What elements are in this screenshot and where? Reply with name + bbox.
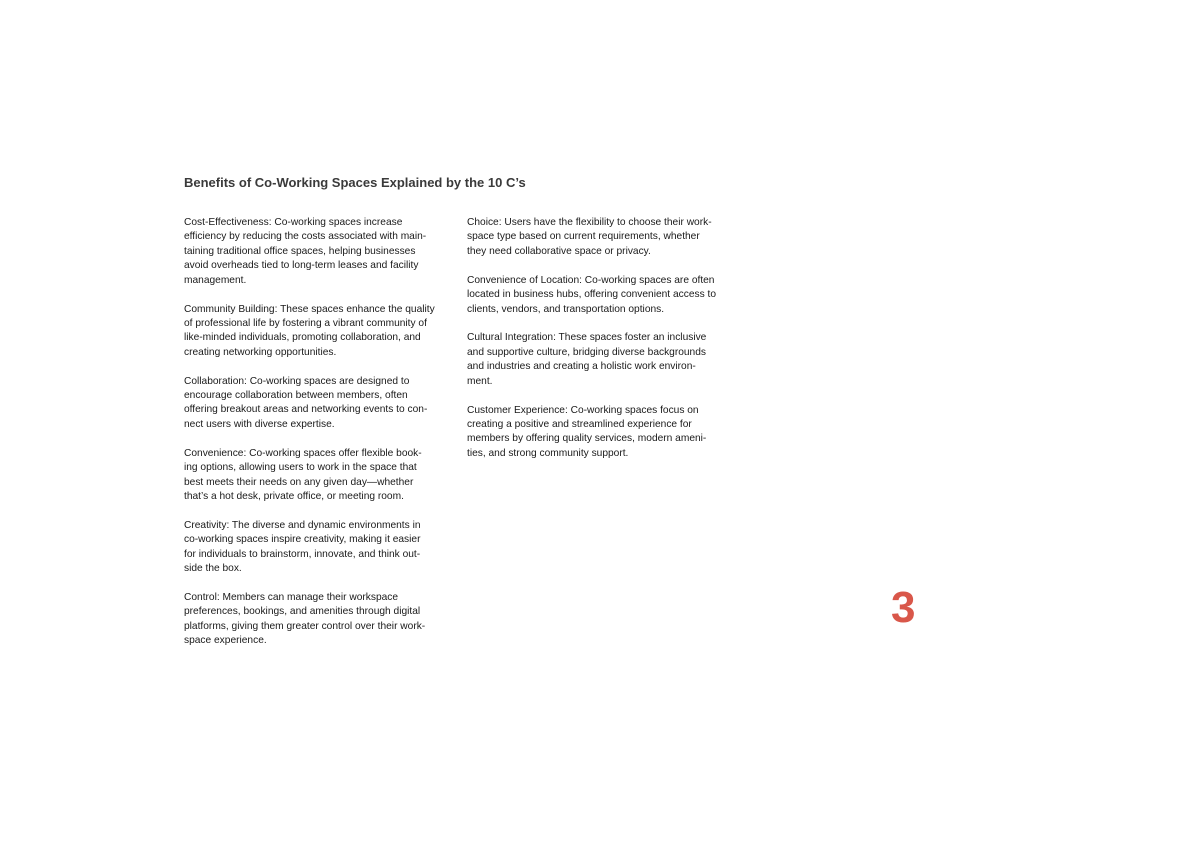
paragraph-line: creating a positive and streamlined experience for — [467, 418, 692, 430]
paragraph-line: co-working spaces inspire creativity, making it easier — [184, 534, 421, 546]
paragraph-line: ties, and strong community support. — [467, 447, 629, 459]
paragraph-line: platforms, giving them greater control over their work- — [184, 620, 426, 632]
paragraph-line: members by offering quality services, modern ameni- — [467, 433, 707, 445]
paragraph-line: Creativity: The diverse and dynamic environments in — [184, 519, 421, 531]
paragraph-line: Convenience: Co-working spaces offer flexible book- — [184, 447, 422, 459]
paragraph-line: creating networking opportunities. — [184, 346, 337, 358]
benefit-paragraph — [184, 447, 446, 505]
paragraph-line: and industries and creating a holistic work environ- — [467, 361, 696, 373]
paragraph-line: best meets their needs on any given day—whether — [184, 476, 414, 488]
paragraph-line: Control: Members can manage their workspace — [184, 592, 399, 604]
paragraph-line: management. — [184, 274, 247, 286]
paragraph-line: Community Building: These spaces enhance the quality — [184, 303, 435, 315]
paragraph-line: and supportive culture, bridging diverse backgrounds — [467, 346, 706, 358]
paragraph-line: clients, vendors, and transportation options. — [467, 303, 665, 315]
benefit-paragraph — [467, 331, 729, 389]
page-title: Benefits of Co-Working Spaces Explained by the 10 C’s — [184, 175, 526, 190]
paragraph-line: avoid overheads tied to long-term leases and facility — [184, 260, 419, 272]
paragraph-line: Convenience of Location: Co-working spaces are often — [467, 274, 715, 286]
paragraph-line: encourage collaboration between members, often — [184, 390, 408, 402]
paragraph-line: ing options, allowing users to work in the space that — [184, 462, 417, 474]
benefit-paragraph — [184, 591, 446, 649]
paragraph-line: space experience. — [184, 635, 267, 647]
right-column — [467, 216, 729, 476]
paragraph-line: nect users with diverse expertise. — [184, 418, 335, 430]
left-column — [184, 216, 446, 663]
paragraph-line: ment. — [467, 375, 493, 387]
paragraph-line: Cultural Integration: These spaces foster an inclusive — [467, 332, 707, 344]
paragraph-line: Cost-Effectiveness: Co-working spaces increase — [184, 217, 403, 228]
benefit-paragraph — [184, 303, 446, 361]
paragraph-line: like-minded individuals, promoting collaboration, and — [184, 332, 421, 344]
paragraph-line: space type based on current requirements, whether — [467, 231, 700, 243]
benefit-paragraph — [467, 216, 729, 259]
benefit-paragraph — [184, 216, 446, 288]
paragraph-line: located in business hubs, offering convenient access to — [467, 289, 716, 301]
benefit-paragraph — [184, 519, 446, 577]
paragraph-line: Choice: Users have the flexibility to choose their work- — [467, 217, 712, 228]
benefit-paragraph — [467, 274, 729, 317]
benefit-paragraph — [467, 404, 729, 462]
paragraph-line: taining traditional office spaces, helping businesses — [184, 245, 416, 257]
page-number: 3 — [891, 583, 916, 632]
paragraph-line: efficiency by reducing the costs associated with main- — [184, 231, 427, 243]
benefit-paragraph — [184, 375, 446, 433]
paragraph-line: Customer Experience: Co-working spaces focus on — [467, 404, 699, 416]
paragraph-line: they need collaborative space or privacy. — [467, 245, 651, 257]
paragraph-line: offering breakout areas and networking events to con- — [184, 404, 428, 416]
paragraph-line: for individuals to brainstorm, innovate, and think out- — [184, 548, 421, 560]
paragraph-line: Collaboration: Co-working spaces are designed to — [184, 375, 410, 387]
paragraph-line: preferences, bookings, and amenities through digital — [184, 606, 421, 618]
paragraph-line: side the box. — [184, 563, 242, 575]
paragraph-line: that’s a hot desk, private office, or meeting room. — [184, 491, 404, 502]
paragraph-line: of professional life by fostering a vibrant community of — [184, 317, 427, 329]
